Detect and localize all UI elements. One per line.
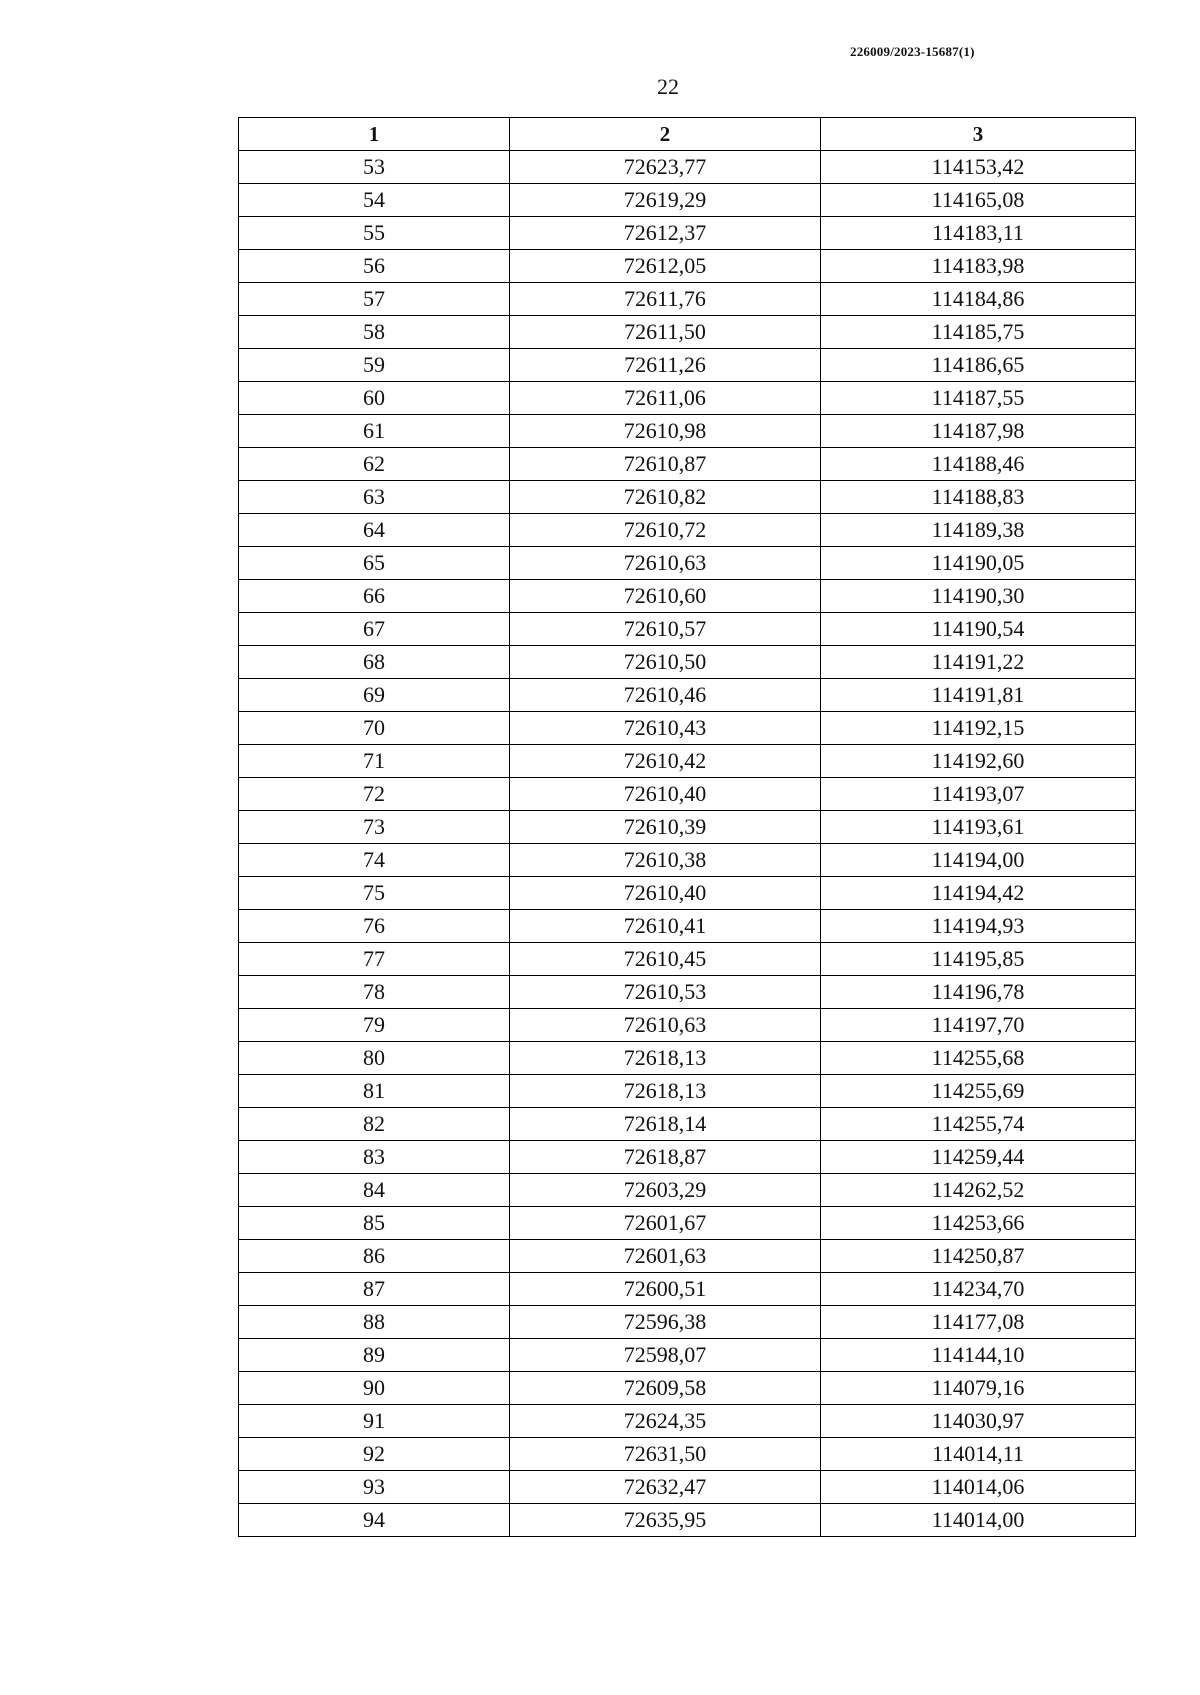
column-3-value-cell: 114144,10	[821, 1339, 1136, 1372]
column-3-value-cell: 114014,00	[821, 1504, 1136, 1537]
point-number-cell: 66	[239, 580, 510, 613]
point-number-cell: 92	[239, 1438, 510, 1471]
table-row	[239, 844, 1136, 877]
table-row	[239, 679, 1136, 712]
column-3-value-cell: 114185,75	[821, 316, 1136, 349]
coordinates-table-body	[239, 151, 1136, 1537]
table-row	[239, 1009, 1136, 1042]
point-number-cell: 70	[239, 712, 510, 745]
column-2-value-cell: 72618,87	[510, 1141, 821, 1174]
column-3-value-cell: 114190,54	[821, 613, 1136, 646]
point-number-cell: 72	[239, 778, 510, 811]
column-3-value-cell: 114190,30	[821, 580, 1136, 613]
table-row	[239, 1405, 1136, 1438]
column-3-value-cell: 114188,46	[821, 448, 1136, 481]
point-number-cell: 68	[239, 646, 510, 679]
column-2-value-cell: 72610,50	[510, 646, 821, 679]
column-3-value-cell: 114187,55	[821, 382, 1136, 415]
column-2-value-cell: 72610,98	[510, 415, 821, 448]
column-2-value-cell: 72610,43	[510, 712, 821, 745]
column-2-value-cell: 72618,13	[510, 1075, 821, 1108]
column-2-value-cell: 72610,41	[510, 910, 821, 943]
column-3-value-cell: 114255,74	[821, 1108, 1136, 1141]
table-row	[239, 481, 1136, 514]
column-3-value-cell: 114234,70	[821, 1273, 1136, 1306]
table-row	[239, 1339, 1136, 1372]
column-2-value-cell: 72631,50	[510, 1438, 821, 1471]
column-2-value-cell: 72635,95	[510, 1504, 821, 1537]
point-number-cell: 71	[239, 745, 510, 778]
point-number-cell: 58	[239, 316, 510, 349]
point-number-cell: 85	[239, 1207, 510, 1240]
point-number-cell: 83	[239, 1141, 510, 1174]
column-3-value-cell: 114192,60	[821, 745, 1136, 778]
column-3-value-cell: 114030,97	[821, 1405, 1136, 1438]
column-2-value-cell: 72601,63	[510, 1240, 821, 1273]
column-2-value-cell: 72612,05	[510, 250, 821, 283]
column-2-value-cell: 72612,37	[510, 217, 821, 250]
table-row	[239, 1306, 1136, 1339]
column-2-value-cell: 72610,45	[510, 943, 821, 976]
point-number-cell: 81	[239, 1075, 510, 1108]
column-2-value-cell: 72611,76	[510, 283, 821, 316]
point-number-cell: 80	[239, 1042, 510, 1075]
point-number-cell: 82	[239, 1108, 510, 1141]
table-row	[239, 151, 1136, 184]
column-3-value-cell: 114194,00	[821, 844, 1136, 877]
point-number-cell: 60	[239, 382, 510, 415]
column-2-value-cell: 72619,29	[510, 184, 821, 217]
table-row	[239, 1504, 1136, 1537]
point-number-cell: 61	[239, 415, 510, 448]
column-3-value-cell: 114188,83	[821, 481, 1136, 514]
point-number-cell: 94	[239, 1504, 510, 1537]
point-number-cell: 75	[239, 877, 510, 910]
column-3-value-cell: 114195,85	[821, 943, 1136, 976]
page-number: 22	[657, 74, 679, 99]
column-2-value-cell: 72611,50	[510, 316, 821, 349]
column-2-value-cell: 72610,72	[510, 514, 821, 547]
table-row	[239, 1438, 1136, 1471]
table-row	[239, 1141, 1136, 1174]
table-row	[239, 712, 1136, 745]
column-2-value-cell: 72600,51	[510, 1273, 821, 1306]
document-registration-number: 226009/2023-15687(1)	[850, 44, 975, 59]
table-row	[239, 1075, 1136, 1108]
table-row	[239, 184, 1136, 217]
column-2-value-cell: 72610,42	[510, 745, 821, 778]
column-2-value-cell: 72623,77	[510, 151, 821, 184]
column-3-value-cell: 114190,05	[821, 547, 1136, 580]
table-header	[239, 118, 1136, 151]
column-2-value-cell: 72610,40	[510, 877, 821, 910]
column-3-value-cell: 114194,42	[821, 877, 1136, 910]
table-row	[239, 1108, 1136, 1141]
point-number-cell: 67	[239, 613, 510, 646]
table-row	[239, 778, 1136, 811]
point-number-cell: 90	[239, 1372, 510, 1405]
table-row	[239, 316, 1136, 349]
column-3-value-cell: 114014,06	[821, 1471, 1136, 1504]
table-row	[239, 877, 1136, 910]
column-3-value-cell: 114191,22	[821, 646, 1136, 679]
column-2-value-cell: 72610,40	[510, 778, 821, 811]
column-3-value-cell: 114165,08	[821, 184, 1136, 217]
column-3-value-cell: 114183,98	[821, 250, 1136, 283]
point-number-cell: 53	[239, 151, 510, 184]
point-number-cell: 73	[239, 811, 510, 844]
table-row	[239, 1207, 1136, 1240]
column-3-value-cell: 114255,68	[821, 1042, 1136, 1075]
column-2-value-cell: 72609,58	[510, 1372, 821, 1405]
column-2-value-cell: 72610,38	[510, 844, 821, 877]
table-row	[239, 646, 1136, 679]
table-row	[239, 745, 1136, 778]
table-row	[239, 613, 1136, 646]
column-2-value-cell: 72596,38	[510, 1306, 821, 1339]
point-number-cell: 63	[239, 481, 510, 514]
column-3-value-cell: 114194,93	[821, 910, 1136, 943]
point-number-cell: 77	[239, 943, 510, 976]
column-3-value-cell: 114196,78	[821, 976, 1136, 1009]
table-row	[239, 910, 1136, 943]
table-row	[239, 1240, 1136, 1273]
column-2-value-cell: 72610,82	[510, 481, 821, 514]
column-3-value-cell: 114193,07	[821, 778, 1136, 811]
column-2-value-cell: 72624,35	[510, 1405, 821, 1438]
point-number-cell: 74	[239, 844, 510, 877]
column-2-value-cell: 72598,07	[510, 1339, 821, 1372]
table-row	[239, 514, 1136, 547]
column-3-value-cell: 114184,86	[821, 283, 1136, 316]
point-number-cell: 59	[239, 349, 510, 382]
column-3-value-cell: 114193,61	[821, 811, 1136, 844]
table-row	[239, 250, 1136, 283]
table-header-row	[239, 118, 1136, 151]
column-2-value-cell: 72601,67	[510, 1207, 821, 1240]
column-2-value-cell: 72618,14	[510, 1108, 821, 1141]
column-3-value-cell: 114197,70	[821, 1009, 1136, 1042]
point-number-cell: 69	[239, 679, 510, 712]
table-row	[239, 547, 1136, 580]
point-number-cell: 64	[239, 514, 510, 547]
point-number-cell: 54	[239, 184, 510, 217]
table-row	[239, 382, 1136, 415]
column-3-value-cell: 114177,08	[821, 1306, 1136, 1339]
point-number-cell: 78	[239, 976, 510, 1009]
point-number-cell: 57	[239, 283, 510, 316]
column-2-value-cell: 72610,63	[510, 547, 821, 580]
point-number-cell: 91	[239, 1405, 510, 1438]
column-3-value-cell: 114253,66	[821, 1207, 1136, 1240]
table-row	[239, 283, 1136, 316]
table-row	[239, 448, 1136, 481]
table-row	[239, 1273, 1136, 1306]
column-3-value-cell: 114186,65	[821, 349, 1136, 382]
column-2-value-cell: 72610,63	[510, 1009, 821, 1042]
point-number-cell: 79	[239, 1009, 510, 1042]
table-row	[239, 811, 1136, 844]
column-3-value-cell: 114259,44	[821, 1141, 1136, 1174]
column-3-value-cell: 114192,15	[821, 712, 1136, 745]
column-3-value-cell: 114183,11	[821, 217, 1136, 250]
table-row	[239, 415, 1136, 448]
column-2-value-cell: 72610,39	[510, 811, 821, 844]
column-3-value-cell: 114153,42	[821, 151, 1136, 184]
column-header-1: 1	[239, 118, 510, 151]
column-2-value-cell: 72611,26	[510, 349, 821, 382]
column-3-value-cell: 114187,98	[821, 415, 1136, 448]
column-3-value-cell: 114250,87	[821, 1240, 1136, 1273]
table-row	[239, 1042, 1136, 1075]
point-number-cell: 87	[239, 1273, 510, 1306]
column-3-value-cell: 114255,69	[821, 1075, 1136, 1108]
column-2-value-cell: 72611,06	[510, 382, 821, 415]
column-3-value-cell: 114189,38	[821, 514, 1136, 547]
column-2-value-cell: 72610,46	[510, 679, 821, 712]
point-number-cell: 93	[239, 1471, 510, 1504]
table-row	[239, 1174, 1136, 1207]
column-2-value-cell: 72610,87	[510, 448, 821, 481]
column-2-value-cell: 72632,47	[510, 1471, 821, 1504]
point-number-cell: 76	[239, 910, 510, 943]
point-number-cell: 84	[239, 1174, 510, 1207]
table-row	[239, 217, 1136, 250]
column-3-value-cell: 114079,16	[821, 1372, 1136, 1405]
column-3-value-cell: 114262,52	[821, 1174, 1136, 1207]
point-number-cell: 88	[239, 1306, 510, 1339]
point-number-cell: 62	[239, 448, 510, 481]
point-number-cell: 89	[239, 1339, 510, 1372]
point-number-cell: 65	[239, 547, 510, 580]
table-row	[239, 1372, 1136, 1405]
point-number-cell: 55	[239, 217, 510, 250]
column-2-value-cell: 72610,60	[510, 580, 821, 613]
table-row	[239, 580, 1136, 613]
column-2-value-cell: 72610,53	[510, 976, 821, 1009]
point-number-cell: 56	[239, 250, 510, 283]
column-2-value-cell: 72603,29	[510, 1174, 821, 1207]
column-3-value-cell: 114191,81	[821, 679, 1136, 712]
column-header-3: 3	[821, 118, 1136, 151]
point-number-cell: 86	[239, 1240, 510, 1273]
column-header-2: 2	[510, 118, 821, 151]
column-3-value-cell: 114014,11	[821, 1438, 1136, 1471]
coordinates-table	[238, 117, 1136, 1537]
table-row	[239, 943, 1136, 976]
column-2-value-cell: 72610,57	[510, 613, 821, 646]
table-row	[239, 1471, 1136, 1504]
table-row	[239, 349, 1136, 382]
column-2-value-cell: 72618,13	[510, 1042, 821, 1075]
table-row	[239, 976, 1136, 1009]
